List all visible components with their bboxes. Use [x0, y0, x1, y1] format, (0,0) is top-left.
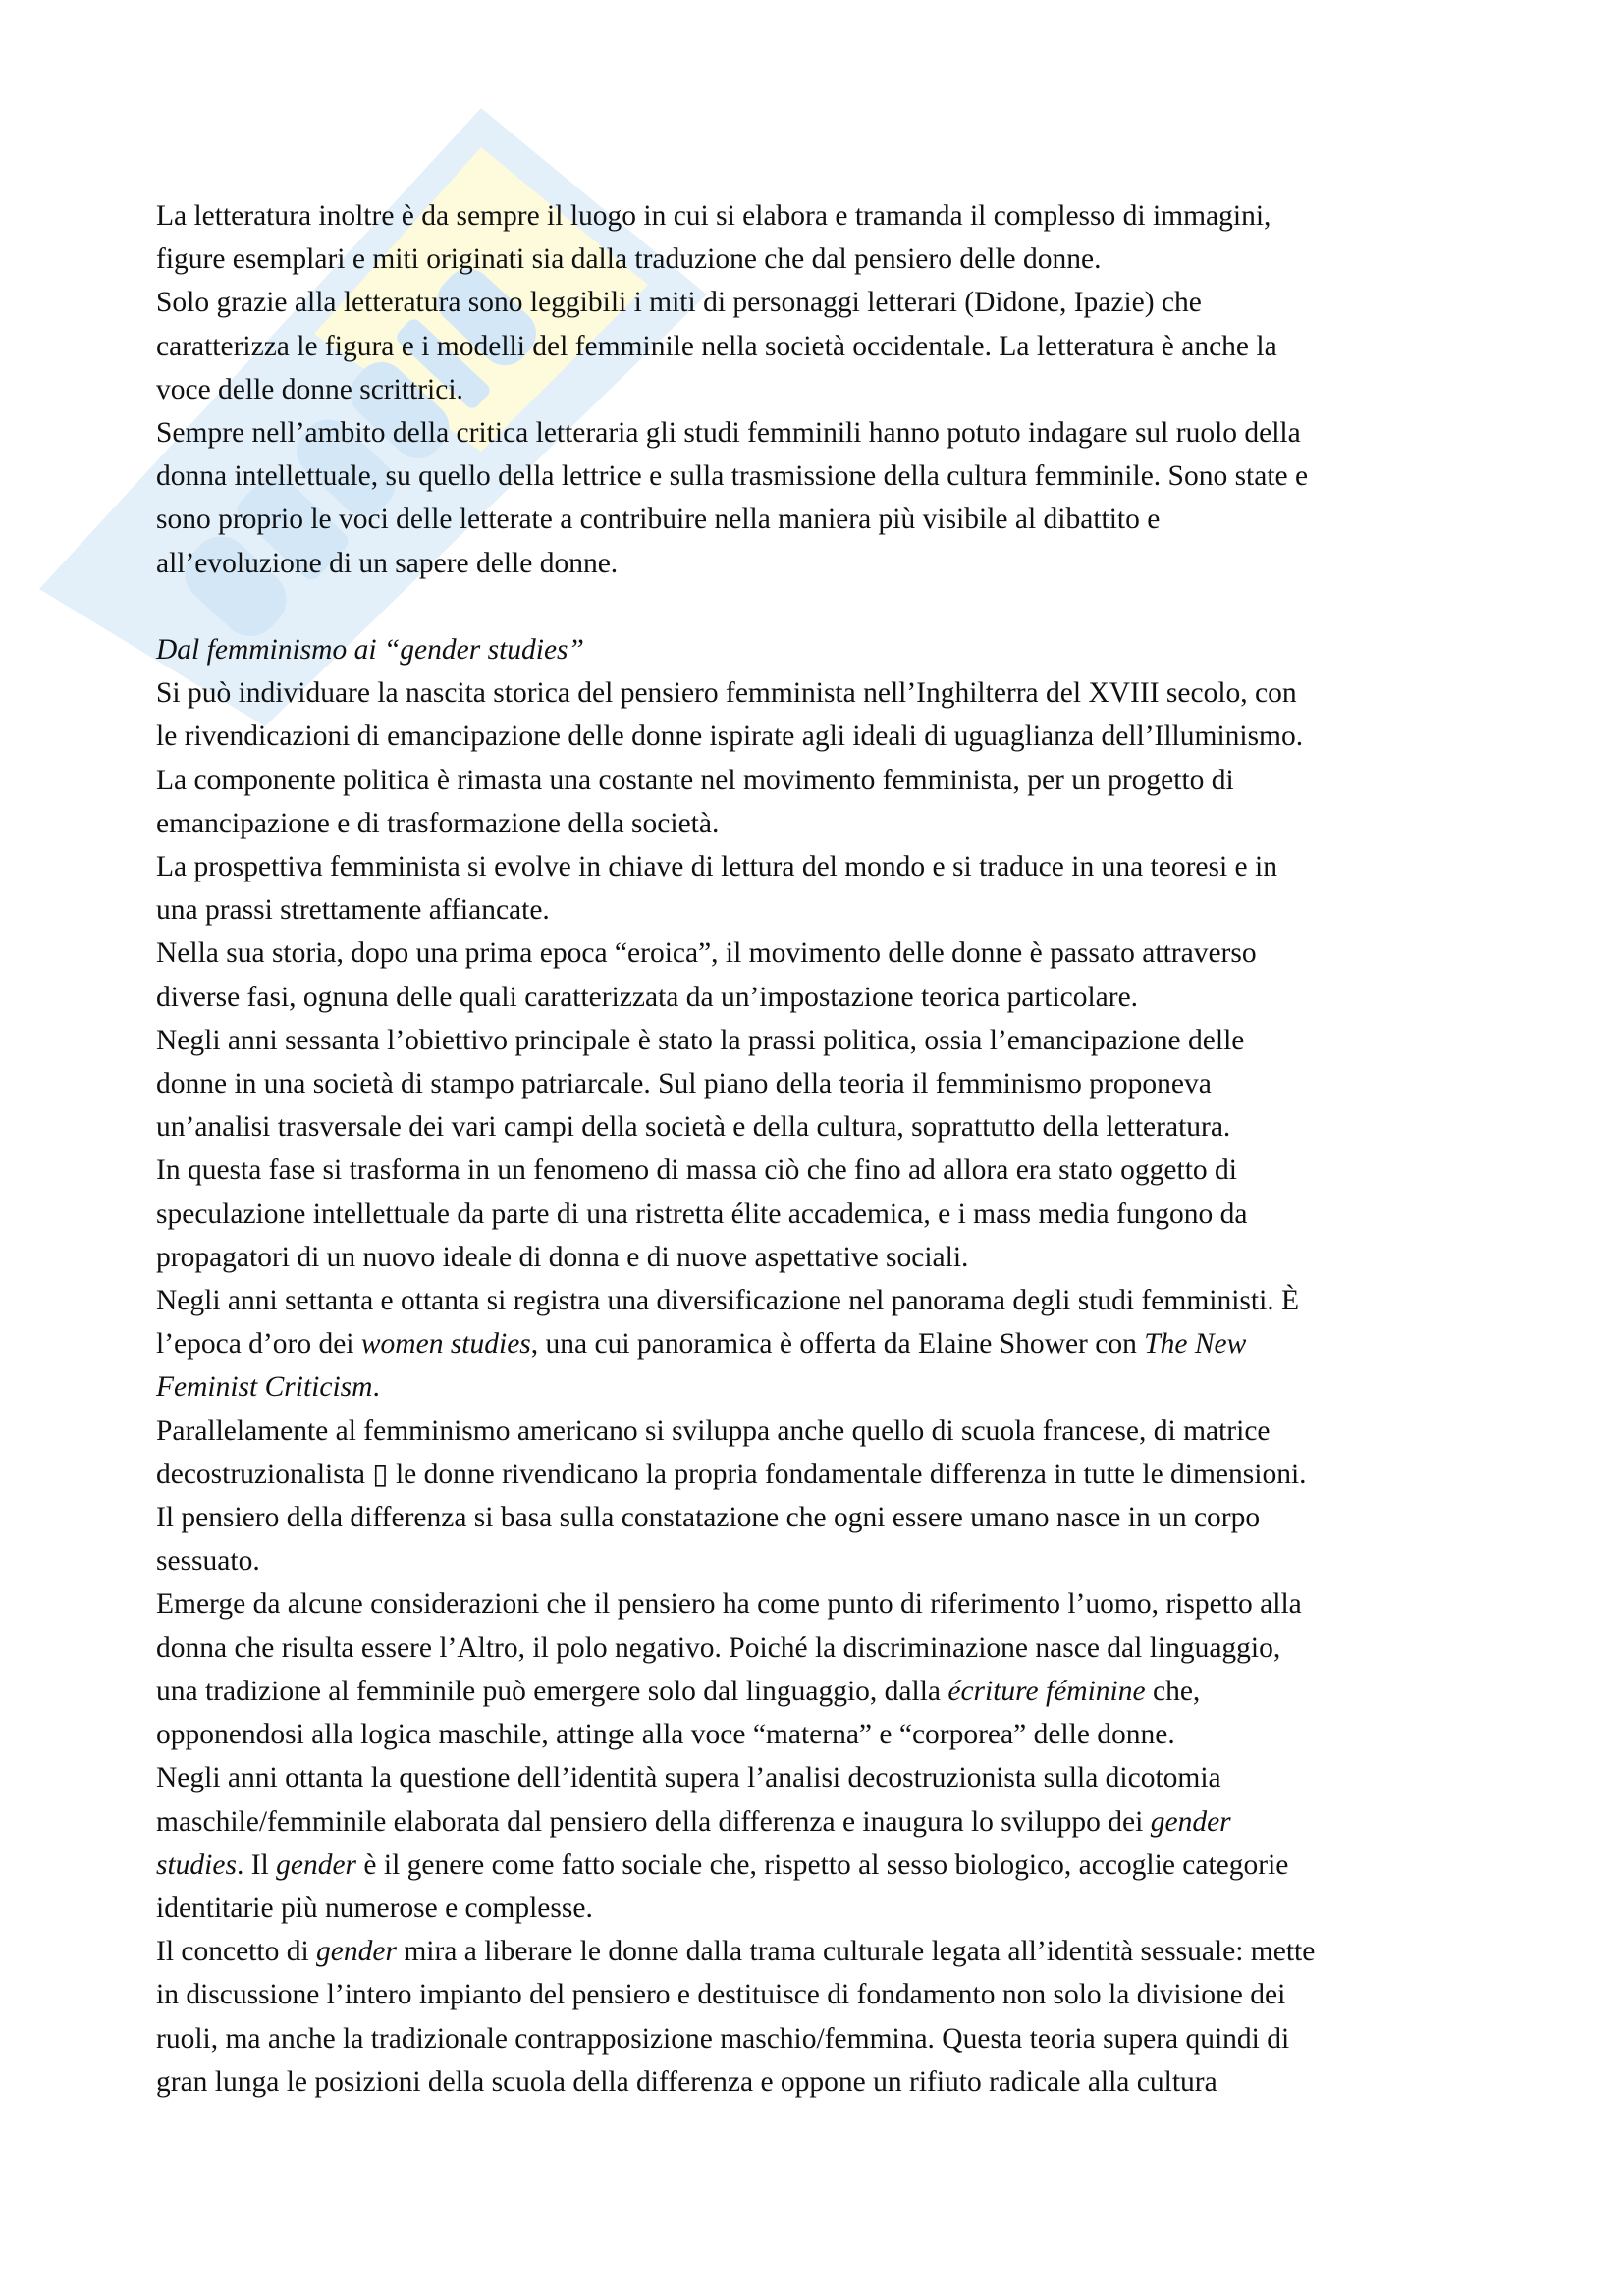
text-line: [156, 1019, 1511, 1062]
italic-text: women studies: [360, 1328, 531, 1361]
text-line: [156, 1756, 1511, 1799]
text-segment: Solo grazie alla letteratura sono leggibili i miti di personaggi letterari (Didone, Ipazie) che: [156, 287, 1202, 319]
text-segment: mira a liberare le donne dalla trama culturale legata all’identità sessuale: mette: [396, 1936, 1316, 1968]
text-line: [156, 368, 1511, 411]
italic-text: Feminist Criticism: [156, 1371, 373, 1404]
text-segment: Negli anni sessanta l’obiettivo principale è stato la prassi politica, ossia l’emancipazione delle: [156, 1024, 1245, 1056]
text-line: [156, 2060, 1511, 2104]
text-line: [156, 888, 1511, 932]
section-heading: [156, 628, 1511, 671]
text-line: [156, 1539, 1511, 1582]
text-line: [156, 1973, 1511, 2016]
text-segment: maschile/femminile elaborata dal pensiero della differenza e inaugura lo sviluppo dei: [156, 1805, 1151, 1838]
italic-text: gender: [1150, 1805, 1231, 1838]
text-segment: gran lunga le posizioni della scuola della differenza e oppone un rifiuto radicale alla cultura: [156, 2065, 1217, 2098]
italic-text: Dal femminismo ai “gender studies”: [156, 634, 584, 667]
text-segment: figure esemplari e miti originati sia dalla traduzione che dal pensiero delle donne.: [156, 243, 1102, 276]
text-line: [156, 1843, 1511, 1887]
text-segment: decostruzionalista ▯ le donne rivendicano la propria fondamentale differenza in tutte le dimensioni.: [156, 1458, 1307, 1490]
text-segment: Sempre nell’ambito della critica letteraria gli studi femminili hanno potuto indagare sul ruolo della: [156, 417, 1301, 450]
text-segment: voce delle donne scrittrici.: [156, 373, 463, 405]
text-line: [156, 1236, 1511, 1279]
italic-text: studies: [156, 1848, 237, 1881]
italic-text: écriture féminine: [947, 1675, 1146, 1707]
text-line: [156, 1582, 1511, 1626]
text-line: [156, 715, 1511, 758]
italic-text: gender: [316, 1936, 397, 1968]
text-segment: una tradizione al femminile può emergere solo dal linguaggio, dalla: [156, 1675, 948, 1707]
text-line: [156, 1322, 1511, 1365]
text-line: [156, 759, 1511, 802]
italic-text: The New: [1144, 1328, 1247, 1361]
text-segment: all’evoluzione di un sapere delle donne.: [156, 547, 619, 579]
text-line: [156, 1105, 1511, 1148]
text-segment: , una cui panoramica è offerta da Elaine Shower con: [530, 1328, 1145, 1361]
text-segment: .: [372, 1371, 380, 1404]
italic-text: gender: [276, 1848, 357, 1881]
text-segment: speculazione intellettuale da parte di una ristretta élite accademica, e i mass media fungono da: [156, 1198, 1248, 1230]
text-segment: ruoli, ma anche la tradizionale contrapposizione maschio/femmina. Questa teoria supera quindi di: [156, 2022, 1290, 2055]
text-line: [156, 194, 1511, 238]
text-segment: Il concetto di: [156, 1936, 317, 1968]
text-segment: Il pensiero della differenza si basa sulla constatazione che ogni essere umano nasce in un corpo: [156, 1502, 1261, 1534]
text-line: [156, 454, 1511, 498]
text-line: [156, 1930, 1511, 1973]
text-segment: Emerge da alcune considerazioni che il pensiero ha come punto di riferimento l’uomo, rispetto alla: [156, 1588, 1302, 1621]
text-segment: è il genere come fatto sociale che, rispetto al sesso biologico, accoglie categorie: [356, 1848, 1289, 1881]
text-segment: una prassi strettamente affiancate.: [156, 894, 550, 927]
text-segment: sono proprio le voci delle letterate a contribuire nella maniera più visibile al dibattito e: [156, 504, 1161, 536]
text-segment: Si può individuare la nascita storica del pensiero femminista nell’Inghilterra del XVIII secolo, con: [156, 677, 1297, 710]
text-segment: Nella sua storia, dopo una prima epoca “eroica”, il movimento delle donne è passato attraverso: [156, 937, 1257, 970]
text-line: [156, 325, 1511, 368]
text-line: [156, 1279, 1511, 1322]
text-line: [156, 1887, 1511, 1930]
text-segment: donne in una società di stampo patriarcale. Sul piano della teoria il femminismo proponeva: [156, 1068, 1212, 1100]
text-segment: opponendosi alla logica maschile, attinge alla voce “materna” e “corporea” delle donne.: [156, 1719, 1175, 1751]
text-segment: un’analisi trasversale dei vari campi della società e della cultura, soprattutto della letteratura.: [156, 1111, 1231, 1144]
text-line: [156, 542, 1511, 585]
text-line: [156, 1627, 1511, 1670]
text-line: [156, 281, 1511, 324]
text-line: [156, 411, 1511, 454]
text-segment: le rivendicazioni di emancipazione delle donne ispirate agli ideali di uguaglianza dell’Illuminismo.: [156, 721, 1304, 753]
text-line: [156, 802, 1511, 845]
text-segment: che,: [1145, 1675, 1201, 1707]
text-segment: Parallelamente al femminismo americano si sviluppa anche quello di scuola francese, di matrice: [156, 1415, 1271, 1447]
document-body: [156, 194, 1511, 2104]
text-segment: diverse fasi, ognuna delle quali caratterizzata da un’impostazione teorica particolare.: [156, 981, 1139, 1013]
text-segment: emancipazione e di trasformazione della società.: [156, 807, 720, 839]
text-segment: caratterizza le figura e i modelli del femminile nella società occidentale. La letteratura è anche la: [156, 330, 1277, 362]
text-line: [156, 1670, 1511, 1713]
text-line: [156, 932, 1511, 975]
text-segment: donna intellettuale, su quello della lettrice e sulla trasmissione della cultura femminile. Sono state e: [156, 460, 1309, 493]
text-segment: propagatori di un nuovo ideale di donna e di nuove aspettative sociali.: [156, 1241, 969, 1273]
text-segment: in discussione l’intero impianto del pensiero e destituisce di fondamento non solo la divisione dei: [156, 1979, 1286, 2011]
text-line: [156, 1365, 1511, 1409]
text-line: [156, 498, 1511, 541]
text-segment: In questa fase si trasforma in un fenomeno di massa ciò che fino ad allora era stato oggetto di: [156, 1154, 1237, 1187]
text-line: [156, 976, 1511, 1019]
text-line: [156, 845, 1511, 888]
text-line: [156, 1713, 1511, 1756]
text-line: [156, 1453, 1511, 1496]
text-segment: sessuato.: [156, 1545, 260, 1577]
text-line: [156, 1148, 1511, 1192]
text-segment: l’epoca d’oro dei: [156, 1328, 361, 1361]
text-segment: La letteratura inoltre è da sempre il luogo in cui si elabora e tramanda il complesso di immagini,: [156, 200, 1271, 232]
text-line: [156, 1193, 1511, 1236]
text-line: [156, 1410, 1511, 1453]
text-segment: identitarie più numerose e complesse.: [156, 1892, 593, 1924]
text-segment: La prospettiva femminista si evolve in chiave di lettura del mondo e si traduce in una teoresi e in: [156, 851, 1277, 883]
text-line: [156, 238, 1511, 281]
text-line: [156, 1800, 1511, 1843]
text-segment: . Il: [236, 1848, 277, 1881]
text-segment: Negli anni ottanta la questione dell’identità supera l’analisi decostruzionista sulla dicotomia: [156, 1762, 1221, 1794]
text-line: [156, 2017, 1511, 2060]
text-line: [156, 671, 1511, 715]
text-segment: donna che risulta essere l’Altro, il polo negativo. Poiché la discriminazione nasce dal linguaggio,: [156, 1631, 1281, 1664]
text-line: [156, 1062, 1511, 1105]
text-segment: Negli anni settanta e ottanta si registra una diversificazione nel panorama degli studi femministi. È: [156, 1285, 1300, 1317]
text-segment: La componente politica è rimasta una costante nel movimento femminista, per un progetto di: [156, 764, 1234, 796]
text-line: [156, 1496, 1511, 1539]
text-line: [156, 585, 1511, 628]
